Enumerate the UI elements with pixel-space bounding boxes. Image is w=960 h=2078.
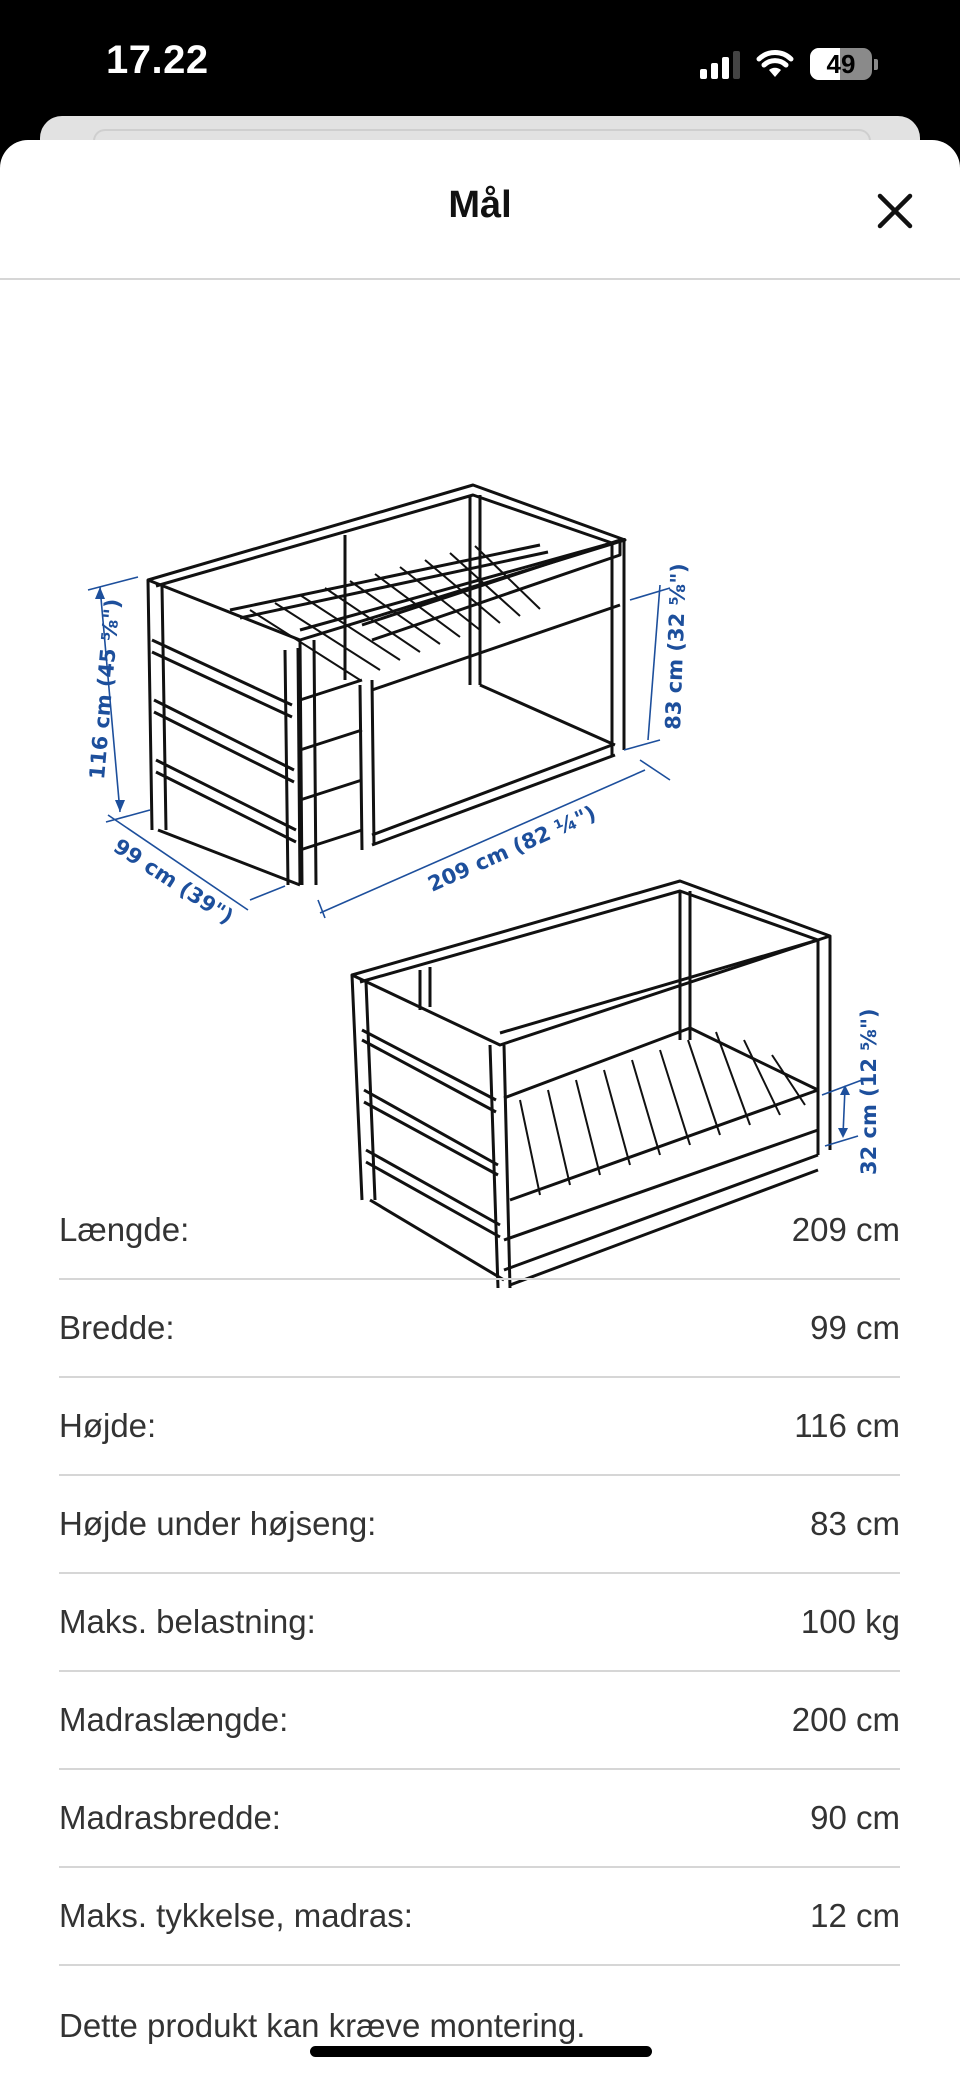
spec-value: 12 cm [810, 1897, 900, 1934]
dimension-drawing [0, 280, 960, 1300]
spec-label: Maks. tykkelse, madras: [59, 1897, 413, 1934]
spec-row-length [59, 1182, 900, 1280]
spec-value: 200 cm [791, 1701, 900, 1738]
spec-row-width [59, 1280, 900, 1378]
spec-row-height-under-bed [59, 1476, 900, 1574]
spec-label: Madrasbredde: [59, 1799, 281, 1836]
spec-label: Madraslængde: [59, 1701, 289, 1738]
under-height-dimension-label: 83 cm (32 ⅝") [661, 562, 691, 731]
day-bed-dimension-lines [822, 1080, 862, 1146]
status-time: 17.22 [106, 38, 209, 82]
cellular-signal-icon [700, 49, 740, 79]
bed-height-dimension-label: 32 cm (12 ⅝") [857, 1008, 881, 1175]
spec-value: 209 cm [791, 1211, 900, 1248]
sheet-title: Mål [448, 184, 512, 226]
spec-row-mattress-length [59, 1672, 900, 1770]
length-dimension-label: 209 cm (82 ¼") [424, 800, 600, 897]
wifi-icon [756, 49, 794, 79]
spec-value: 99 cm [810, 1309, 900, 1346]
depth-dimension-label: 99 cm (39") [109, 834, 238, 930]
spec-label: Længde: [59, 1211, 190, 1248]
spec-row-max-mattress-thickness [59, 1868, 900, 1966]
battery-percent: 49 [826, 49, 856, 79]
status-icons [700, 44, 878, 84]
spec-row-height [59, 1378, 900, 1476]
spec-value: 90 cm [810, 1799, 900, 1836]
home-indicator[interactable] [310, 2046, 652, 2057]
bunk-bed-dimension-lines [88, 577, 670, 918]
spec-row-max-load [59, 1574, 900, 1672]
spec-row-mattress-width [59, 1770, 900, 1868]
spec-value: 116 cm [794, 1407, 900, 1444]
spec-label: Maks. belastning: [59, 1603, 316, 1640]
close-icon [872, 188, 918, 234]
height-dimension-label: 116 cm (45 ⅝") [85, 597, 125, 781]
spec-label: Højde under højseng: [59, 1505, 377, 1542]
spec-value: 83 cm [810, 1505, 900, 1542]
spec-label: Bredde: [59, 1309, 175, 1346]
sheet-header [0, 140, 960, 280]
close-button[interactable] [872, 188, 918, 234]
specifications-list [59, 1182, 900, 1966]
spec-label: Højde: [59, 1407, 157, 1444]
spec-value: 100 kg [800, 1603, 900, 1640]
battery-icon [810, 48, 872, 80]
assembly-note: Dette produkt kan kræve montering. [59, 2007, 586, 2044]
